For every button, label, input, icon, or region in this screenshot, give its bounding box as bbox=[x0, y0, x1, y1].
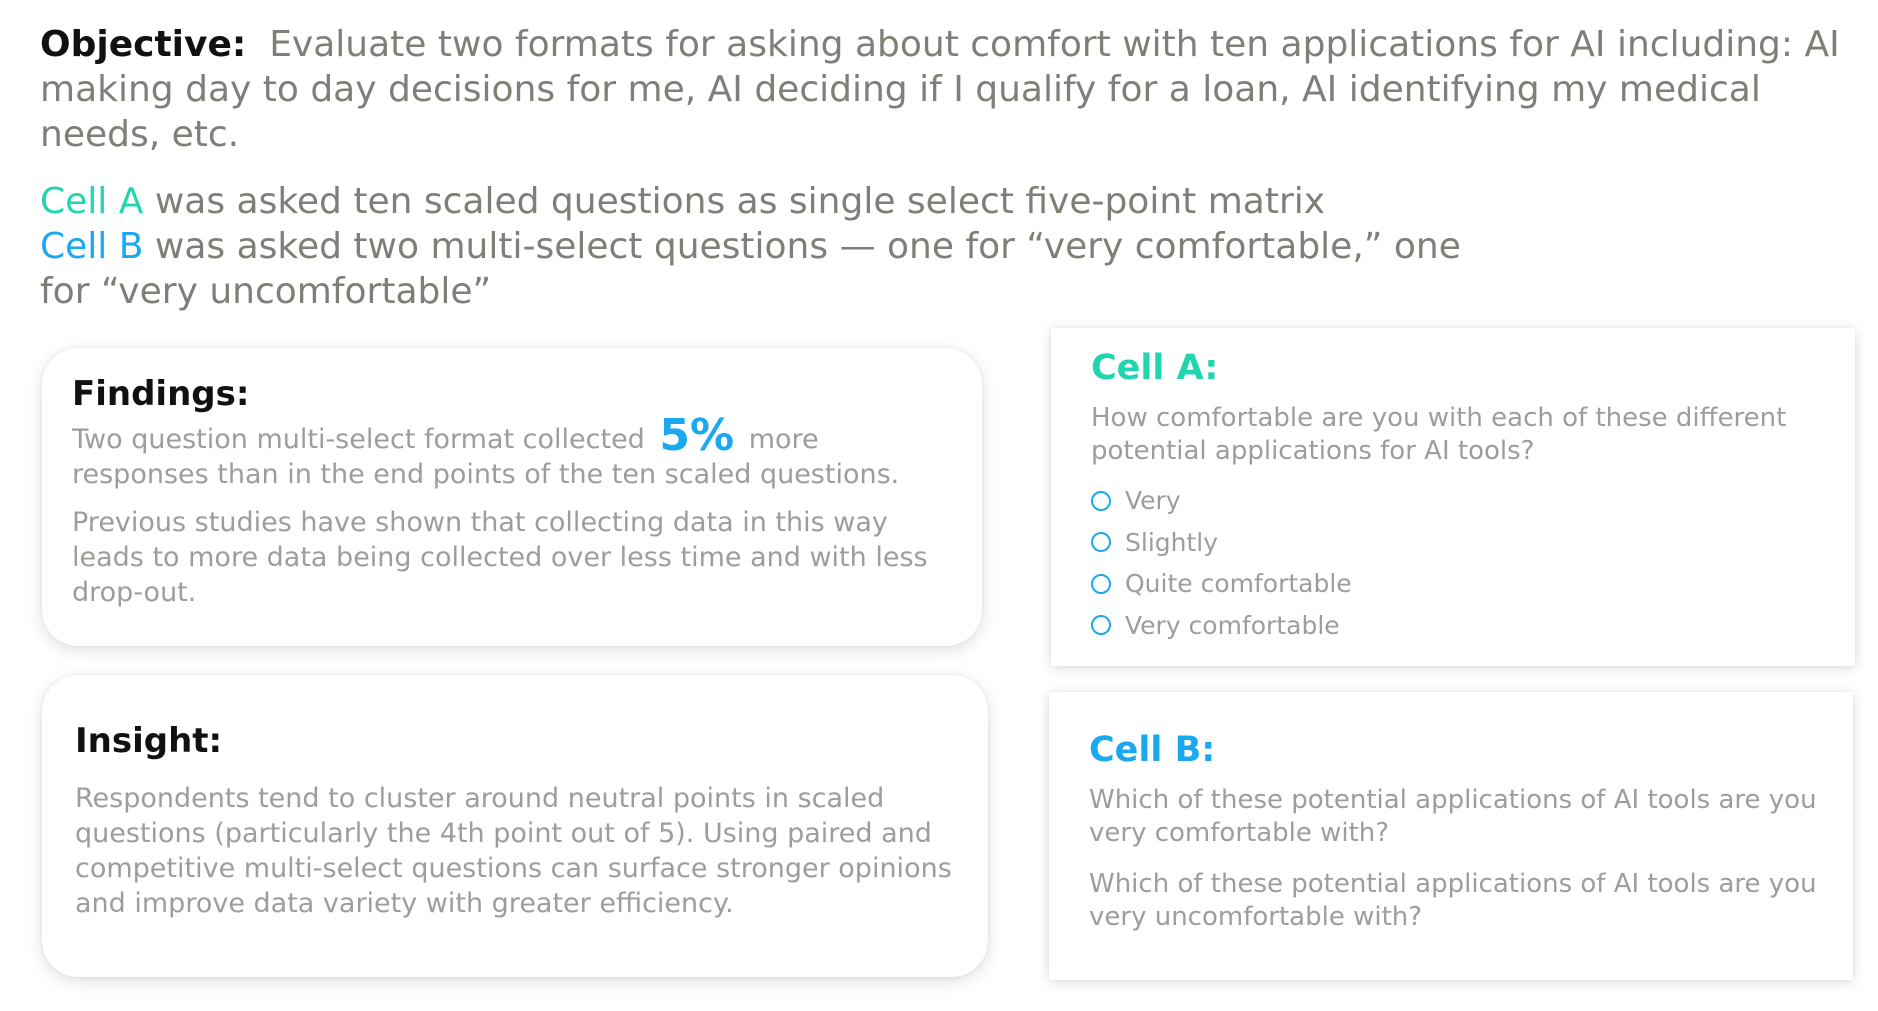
option-very-comfortable[interactable] bbox=[1091, 605, 1352, 647]
cell-b-title: Cell B: bbox=[1089, 730, 1216, 770]
radio-circle-icon[interactable] bbox=[1091, 491, 1111, 511]
cell-a-title: Cell A: bbox=[1091, 348, 1219, 388]
option-quite-comfortable[interactable] bbox=[1091, 563, 1352, 605]
cell-a-panel bbox=[1051, 328, 1855, 666]
option-very[interactable] bbox=[1091, 480, 1352, 522]
cell-a-name: Cell A bbox=[40, 181, 144, 222]
radio-circle-icon[interactable] bbox=[1091, 574, 1111, 594]
option-slightly[interactable] bbox=[1091, 522, 1352, 564]
findings-text-before-stat: Two question multi-select format collected bbox=[72, 424, 645, 455]
cell-b-text: was asked two multi-select questions — one for “very comfortable,” one for “very uncomfortable” bbox=[40, 226, 1461, 312]
findings-title: Findings: bbox=[72, 374, 250, 414]
findings-paragraph-1 bbox=[72, 410, 952, 492]
insight-text: Respondents tend to cluster around neutral points in scaled questions (particularly the 4th point out of 5). Using paired and competitive multi-select questions can surface stronger opinions and improve data variety with greater efficiency. bbox=[75, 783, 952, 919]
findings-body bbox=[72, 410, 952, 610]
findings-paragraph-2: Previous studies have shown that collecting data in this way leads to more data being collected over less time and with less drop-out. bbox=[72, 507, 928, 608]
intro-section bbox=[40, 22, 1840, 314]
option-label: Very comfortable bbox=[1125, 610, 1340, 640]
option-label: Quite comfortable bbox=[1125, 569, 1352, 599]
insight-card bbox=[42, 675, 988, 977]
cell-b-question-1: Which of these potential applications of AI tools are you very comfortable with? bbox=[1089, 785, 1817, 848]
cell-b-name: Cell B bbox=[40, 226, 144, 267]
insight-body bbox=[75, 781, 965, 921]
insight-title: Insight: bbox=[75, 721, 223, 761]
cell-b-panel bbox=[1049, 692, 1853, 980]
findings-text-after-stat: more responses than in the end points of the ten scaled questions. bbox=[72, 424, 900, 490]
objective-paragraph bbox=[40, 22, 1840, 157]
findings-card bbox=[42, 348, 982, 646]
findings-stat: 5% bbox=[659, 410, 735, 461]
cell-b-description bbox=[40, 224, 1490, 314]
cell-a-description bbox=[40, 179, 1840, 224]
radio-circle-icon[interactable] bbox=[1091, 615, 1111, 635]
option-label: Slightly bbox=[1125, 527, 1219, 557]
objective-text: Evaluate two formats for asking about comfort with ten applications for AI including: AI making day to day decisions for me, AI deciding if I qualify for a loan, AI identifying my medical needs, etc. bbox=[40, 24, 1840, 155]
cell-a-text: was asked ten scaled questions as single select five-point matrix bbox=[154, 181, 1326, 222]
radio-circle-icon[interactable] bbox=[1091, 532, 1111, 552]
cell-a-options bbox=[1091, 480, 1352, 646]
cell-b-question-2: Which of these potential applications of AI tools are you very uncomfortable with? bbox=[1089, 869, 1817, 932]
option-label: Very bbox=[1125, 486, 1181, 516]
cell-a-question: How comfortable are you with each of these different potential applications for AI tools? bbox=[1091, 403, 1787, 466]
objective-label: Objective: bbox=[40, 24, 247, 65]
